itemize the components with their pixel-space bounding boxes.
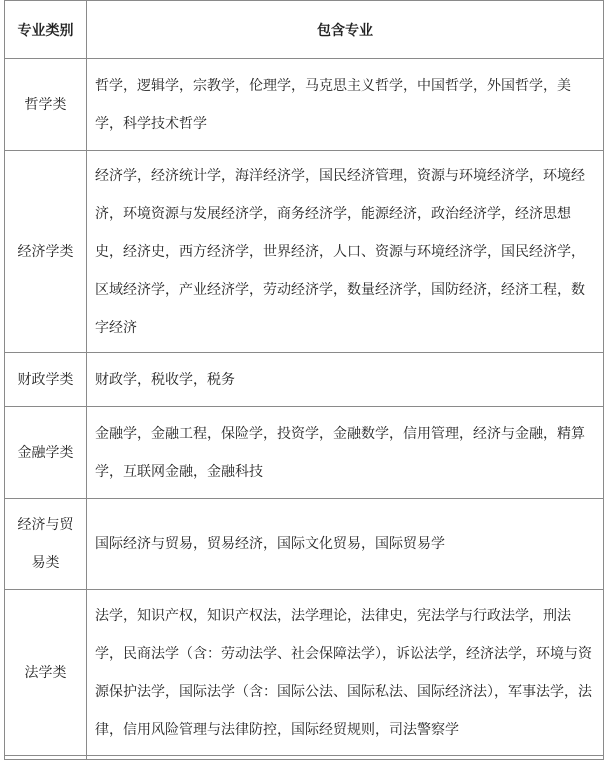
majors-cell: 哲学，逻辑学，宗教学，伦理学，马克思主义哲学，中国哲学，外国哲学，美学，科学技术哲学 — [87, 59, 604, 151]
majors-cell: 金融学，金融工程，保险学，投资学，金融数学，信用管理，经济与金融，精算学，互联网金融，金融科技 — [87, 407, 604, 499]
majors-table — [4, 0, 604, 760]
category-cell: 哲学类 — [5, 59, 87, 151]
table-row — [5, 499, 604, 590]
category-cell: 经济学类 — [5, 151, 87, 353]
table-row — [5, 151, 604, 353]
majors-cell: 经济学，经济统计学，海洋经济学，国民经济管理，资源与环境经济学，环境经济，环境资源与发展经济学，商务经济学，能源经济，政治经济学，经济思想史，经济史，西方经济学，世界经济，人口、资源与环境经济学，国民经济学，区域经济学，产业经济学，劳动经济学，数量经济学，国防经济，经济工程，数字经济 — [87, 151, 604, 353]
category-cell: 财政学类 — [5, 353, 87, 407]
table-row — [5, 756, 604, 760]
category-cell: 金融学类 — [5, 407, 87, 499]
empty-cell — [5, 756, 87, 760]
header-category: 专业类别 — [5, 1, 87, 59]
category-cell: 经济与贸易类 — [5, 499, 87, 590]
table-row — [5, 353, 604, 407]
header-majors: 包含专业 — [87, 1, 604, 59]
table-row — [5, 59, 604, 151]
majors-cell: 法学，知识产权，知识产权法，法学理论，法律史，宪法学与行政法学，刑法学，民商法学（含：劳动法学、社会保障法学），诉讼法学，经济法学，环境与资源保护法学，国际法学（含：国际公法、国际私法、国际经济法），军事法学，法律，信用风险管理与法律防控，国际经贸规则，司法警察学 — [87, 590, 604, 756]
majors-cell: 国际经济与贸易，贸易经济，国际文化贸易，国际贸易学 — [87, 499, 604, 590]
category-cell: 法学类 — [5, 590, 87, 756]
empty-cell — [87, 756, 604, 760]
table-row — [5, 590, 604, 756]
majors-cell: 财政学，税收学，税务 — [87, 353, 604, 407]
table-header-row — [5, 1, 604, 59]
table-row — [5, 407, 604, 499]
